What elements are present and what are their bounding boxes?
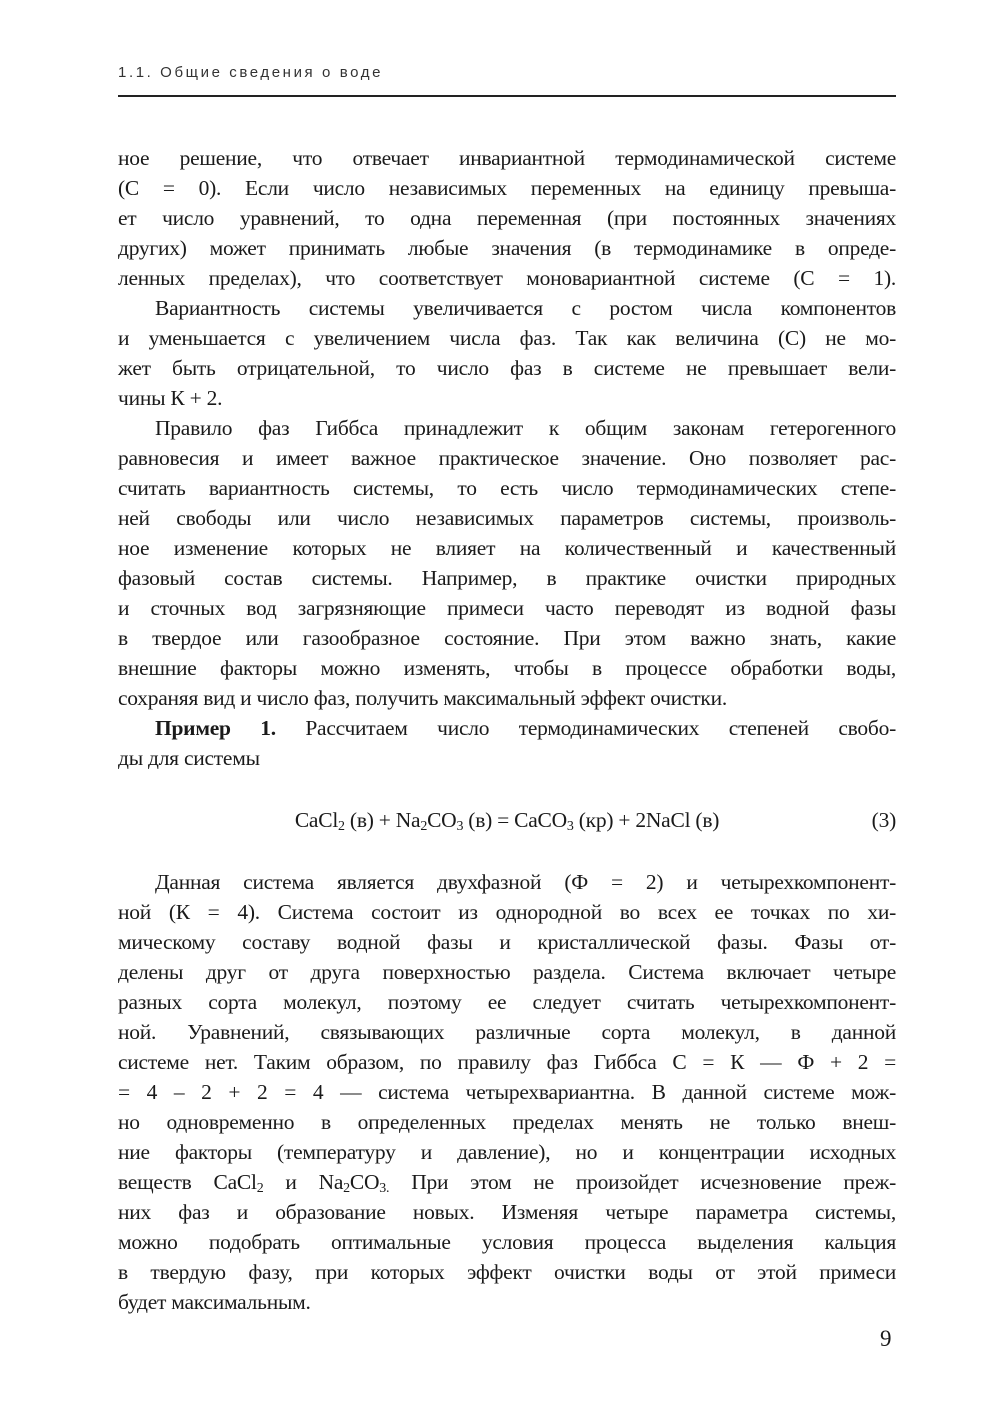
- text-line: фазовый состав системы. Например, в практике очистки природных: [118, 566, 896, 590]
- text-line: в твердую фазу, при которых эффект очистки воды от этой примеси: [118, 1260, 896, 1284]
- text-line: Вариантность системы увеличивается с ростом числа компонентов: [155, 296, 896, 320]
- text-line: в твердое или газообразное состояние. При этом важно знать, какие: [118, 626, 896, 650]
- text-run: веществ CaCl: [118, 1170, 257, 1194]
- text-line: [118, 1167, 896, 1197]
- text-line: системе нет. Таким образом, по правилу фаз Гиббса С = К — Ф + 2 =: [118, 1050, 896, 1074]
- paragraph: [118, 143, 896, 293]
- subscript: 2: [420, 819, 428, 834]
- text-run: Рассчитаем число термодинамических степеней свобо-: [275, 716, 896, 740]
- text-run: CaCl: [294, 808, 339, 832]
- header-rule: [118, 95, 896, 97]
- text-line: можно подобрать оптимальные условия процесса выделения кальция: [118, 1230, 896, 1254]
- text-run: (в) + Na: [344, 808, 421, 832]
- text-run: При этом не произойдет исчезновение преж-: [389, 1170, 896, 1194]
- body-text: [118, 143, 896, 1317]
- equation-number: (3): [871, 808, 896, 832]
- text-line: и уменьшается с увеличением числа фаз. Так как величина (С) не мо-: [118, 326, 896, 350]
- text-line: чины К + 2.: [118, 386, 223, 410]
- subscript: 3.: [379, 1181, 390, 1196]
- text-run: и Na: [263, 1170, 344, 1194]
- text-line: ленных пределах), что соответствует моновариантной системе (С = 1).: [118, 266, 896, 290]
- text-line: ет число уравнений, то одна переменная (при постоянных значениях: [118, 206, 896, 230]
- subscript: 2: [256, 1181, 264, 1196]
- subscript: 3: [456, 819, 464, 834]
- paragraph: [118, 413, 896, 713]
- text-line: равновесия и имеет важное практическое значение. Оно позволяет рас-: [118, 446, 896, 470]
- text-line: ное изменение которых не влияет на количественный и качественный: [118, 536, 896, 560]
- bold-run: Пример 1.: [155, 716, 276, 740]
- text-run: CO: [349, 1170, 380, 1194]
- text-line: внешние факторы можно изменять, чтобы в процессе обработки воды,: [118, 656, 896, 680]
- paragraph: [118, 293, 896, 413]
- text-line: разных сорта молекул, поэтому ее следует считать четырехкомпонент-: [118, 990, 896, 1014]
- text-line: но одновременно в определенных пределах менять не только внеш-: [118, 1110, 896, 1134]
- text-line: ние факторы (температуру и давление), но и концентрации исходных: [118, 1140, 896, 1164]
- text-line: и сточных вод загрязняющие примеси часто переводят из водной фазы: [118, 596, 896, 620]
- text-run: (в) = CaCO: [463, 808, 567, 832]
- text-line: будет максимальным.: [118, 1290, 311, 1314]
- text-run: (кр) + 2NaCl (в): [573, 808, 720, 832]
- text-line: других) может принимать любые значения (в термодинамике в опреде-: [118, 236, 896, 260]
- text-line: считать вариантность системы, то есть число термодинамических степе-: [118, 476, 896, 500]
- text-line: ное решение, что отвечает инвариантной термодинамической системе: [118, 146, 896, 170]
- text-line: мическому составу водной фазы и кристаллической фазы. Фазы от-: [118, 930, 896, 954]
- text-line: [118, 713, 896, 743]
- subscript: 2: [343, 1181, 350, 1196]
- text-run: CO: [427, 808, 457, 832]
- subscript: 3: [566, 819, 574, 834]
- paragraph: [118, 713, 896, 773]
- text-line: Данная система является двухфазной (Ф = 2) и четырехкомпонент-: [155, 870, 896, 894]
- text-line: жет быть отрицательной, то число фаз в системе не превышает вели-: [118, 356, 896, 380]
- equation-formula: [295, 808, 719, 832]
- text-line: = 4 – 2 + 2 = 4 — система четырехвариантна. В данной системе мож-: [118, 1080, 896, 1104]
- text-line: ной (К = 4). Система состоит из однородной во всех ее точках по хи-: [118, 900, 896, 924]
- text-line: ней свободы или число независимых параметров системы, произволь-: [118, 506, 896, 530]
- text-line: сохраняя вид и число фаз, получить максимальный эффект очистки.: [118, 686, 727, 710]
- page-number: 9: [880, 1326, 892, 1351]
- text-line: них фаз и образование новых. Изменяя четыре параметра системы,: [118, 1200, 896, 1224]
- running-header: 1.1. Общие сведения о воде: [118, 64, 384, 81]
- text-line: ды для системы: [118, 746, 260, 770]
- paragraph: [118, 867, 896, 1317]
- equation: [118, 773, 896, 867]
- text-line: ной. Уравнений, связывающих различные сорта молекул, в данной: [118, 1020, 896, 1044]
- text-line: делены друг от друга поверхностью раздела. Система включает четыре: [118, 960, 896, 984]
- text-line: Правило фаз Гиббса принадлежит к общим законам гетерогенного: [155, 416, 896, 440]
- text-line: (С = 0). Если число независимых переменных на единицу превыша-: [118, 176, 896, 200]
- subscript: 2: [338, 819, 345, 834]
